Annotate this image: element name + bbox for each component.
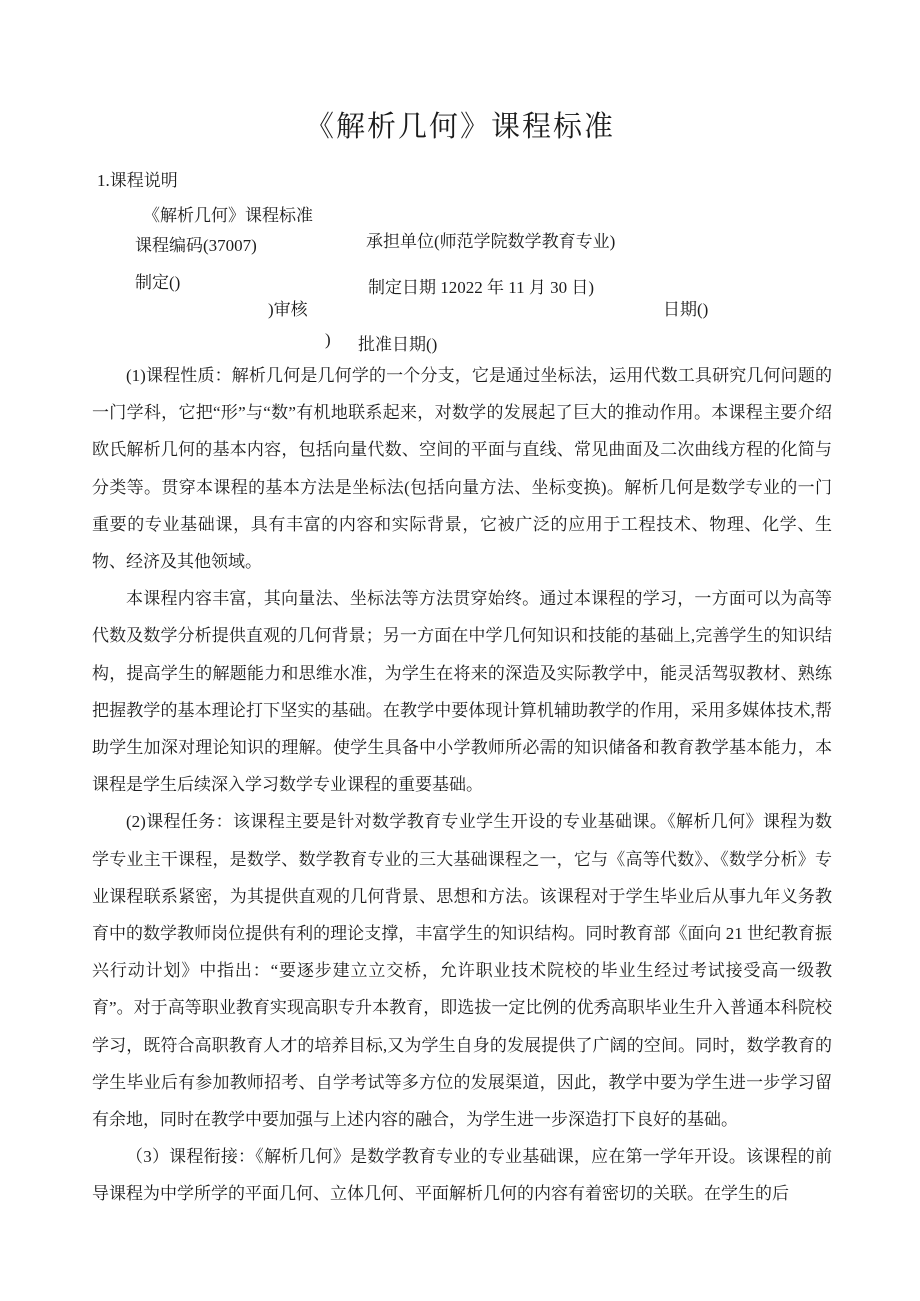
paragraph-course-connection: （3）课程衔接：《解析几何》是数学教育专业的专业基础课，应在第一学年开设。该课程的前导课程为中学所学的平面几何、立体几何、平面解析几何的内容有着密切的关联。在学生的后 [92, 1147, 832, 1204]
document-title: 《解析几何》课程标准 [304, 111, 615, 143]
review-date: 日期() [663, 300, 709, 319]
course-code: 课程编码(37007) [135, 236, 257, 255]
course-standard-subtitle: 《解析几何》课程标准 [143, 206, 313, 225]
maker-label: 制定() [135, 273, 181, 292]
approve-date-label: 批准日期() [358, 335, 438, 354]
make-date: 制定日期 12022 年 11 月 30 日) [368, 278, 595, 297]
section-heading: 1.课程说明 [97, 171, 178, 190]
document-body [92, 357, 832, 1213]
approve-paren: ) [325, 330, 331, 349]
paragraph-course-content: 本课程内容丰富，其向量法、坐标法等方法贯穿始终。通过本课程的学习，一方面可以为高等代数及数学分析提供直观的几何背景；另一方面在中学几何知识和技能的基础上,完善学生的知识结构，提高学生的解题能力和思维水准，为学生在将来的深造及实际教学中，能灵活驾驭教材、熟练把握教学的基本理论打下坚实的基础。在教学中要体现计算机辅助教学的作用，采用多媒体技术,帮助学生加深对理论知识的理解。使学生具备中小学教师所必需的知识储备和教育教学基本能力，本课程是学生后续深入学习数学专业课程的重要基础。 [92, 589, 832, 795]
paragraph-course-nature: (1)课程性质：解析几何是几何学的一个分支，它是通过坐标法，运用代数工具研究几何问题的一门学科，它把“形”与“数”有机地联系起来，对数学的发展起了巨大的推动作用。本课程主要介绍欧氏解析几何的基本内容，包括向量代数、空间的平面与直线、常见曲面及二次曲线方程的化简与分类等。贯穿本课程的基本方法是坐标法(包括向量方法、坐标变换)。解析几何是数学专业的一门重要的专业基础课，具有丰富的内容和实际背景，它被广泛的应用于工程技术、物理、化学、生物、经济及其他领域。 [92, 366, 832, 572]
undertaking-unit: 承担单位(师范学院数学教育专业) [366, 232, 616, 251]
paragraph-course-task: (2)课程任务：该课程主要是针对数学教育专业学生开设的专业基础课。《解析几何》课程为数学专业主干课程，是数学、数学教育专业的三大基础课程之一，它与《高等代数》、《数学分析》专业课程联系紧密，为其提供直观的几何背景、思想和方法。该课程对于学生毕业后从事九年义务教育中的数学教师岗位提供有利的理论支撑，丰富学生的知识结构。同时教育部《面向 21 世纪教育振兴行动计划》中指出：“要逐步建立立交桥，允许职业技术院校的毕业生经过考试接受高一级教育”。对于高等职业教育实现高职专升本教育，即选拔一定比例的优秀高职毕业生升入普通本科院校学习，既符合高职教育人才的培养目标,又为学生自身的发展提供了广阔的空间。同时，数学教育的学生毕业后有参加教师招考、自学考试等多方位的发展渠道，因此，教学中要为学生进一步学习留有余地，同时在教学中要加强与上述内容的融合，为学生进一步深造打下良好的基础。 [92, 812, 832, 1130]
review-label: )审核 [268, 300, 308, 319]
